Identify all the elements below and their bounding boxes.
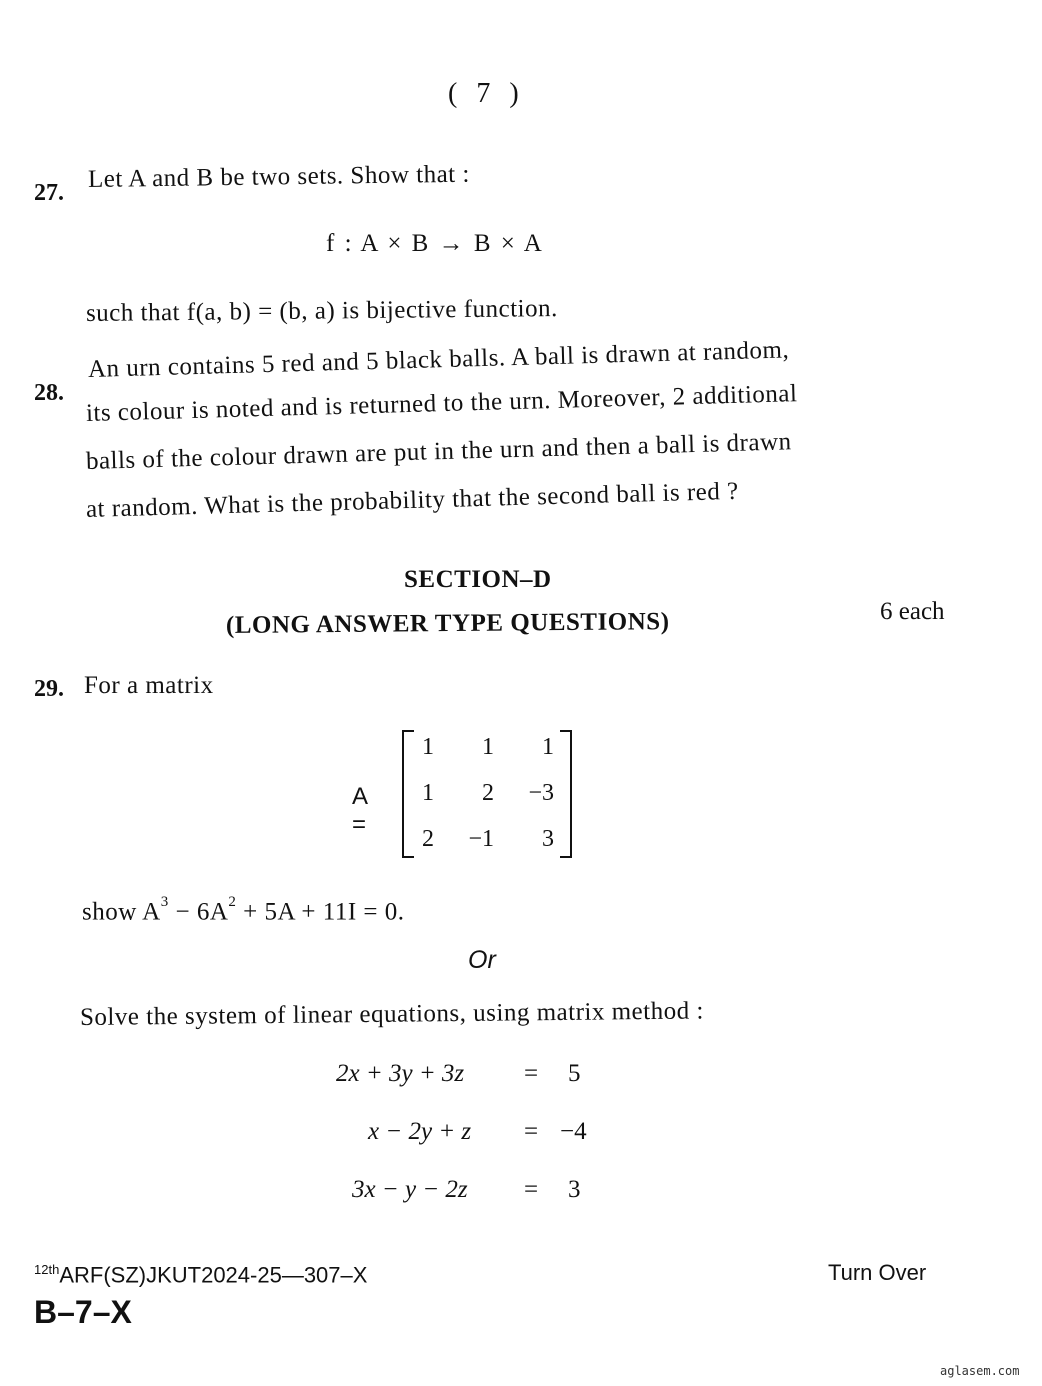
q29-alt-intro: Solve the system of linear equations, using matrix method : xyxy=(79,997,704,1031)
question-number-27: 27. xyxy=(34,180,64,206)
q27-condition: such that f(a, b) = (b, a) is bijective function. xyxy=(85,295,558,327)
equation-lhs: x − 2y + z xyxy=(368,1118,472,1145)
paper-code-text: ARF(SZ)JKUT2024-25—307–X xyxy=(59,1262,368,1288)
q28-line-2: its colour is noted and is returned to the urn. Moreover, 2 additional xyxy=(85,380,798,427)
equation-equals: = xyxy=(524,1176,539,1203)
turn-over-label: Turn Over xyxy=(828,1260,927,1285)
q28-line-3: balls of the colour drawn are put in the urn and then a ball is drawn xyxy=(85,428,792,475)
show-prefix: show A xyxy=(82,898,161,926)
equation-rhs: 5 xyxy=(568,1060,581,1087)
matrix-label: A = xyxy=(352,783,367,838)
equation-equals: = xyxy=(524,1060,539,1087)
matrix-body xyxy=(402,728,572,856)
q29-show-equation xyxy=(82,894,405,926)
q27-map: f : A × B → B × A xyxy=(326,230,544,257)
q28-line-1: An urn contains 5 red and 5 black balls. A ball is drawn at random, xyxy=(87,336,790,383)
matrix-cell: −3 xyxy=(528,780,554,806)
paper-code xyxy=(34,1262,367,1288)
section-subtitle: (LONG ANSWER TYPE QUESTIONS) xyxy=(225,608,670,639)
or-separator: Or xyxy=(468,946,496,974)
section-title: SECTION–D xyxy=(404,566,552,593)
show-suffix: + 5A + 11I = 0. xyxy=(236,898,405,926)
exponent-3: 3 xyxy=(160,894,169,910)
matrix-cell: 1 xyxy=(422,780,434,806)
section-marks: 6 each xyxy=(880,598,945,625)
equation-equals: = xyxy=(524,1118,539,1145)
q29-intro: For a matrix xyxy=(84,672,214,699)
equation-lhs: 3x − y − 2z xyxy=(352,1176,468,1203)
paper-code-class: 12th xyxy=(34,1262,60,1277)
matrix-cell: 2 xyxy=(482,780,494,806)
equation-lhs: 2x + 3y + 3z xyxy=(336,1060,465,1087)
matrix-cell: −1 xyxy=(468,826,494,852)
exponent-2: 2 xyxy=(228,894,237,910)
question-number-29: 29. xyxy=(34,676,64,702)
site-watermark: aglasem.com xyxy=(940,1364,1020,1378)
equation-rhs: −4 xyxy=(560,1118,587,1145)
matrix-cell: 2 xyxy=(422,826,434,852)
matrix-cell: 1 xyxy=(422,734,434,760)
page-number: ( 7 ) xyxy=(448,78,525,109)
q28-line-4: at random. What is the probability that the second ball is red ? xyxy=(85,477,740,523)
q27-intro: Let A and B be two sets. Show that : xyxy=(87,160,471,193)
matrix-right-bracket xyxy=(560,730,572,858)
show-mid: − 6A xyxy=(168,898,229,926)
paper-series: B–7–X xyxy=(34,1294,132,1330)
matrix-cell: 1 xyxy=(482,734,494,760)
question-number-28: 28. xyxy=(34,380,64,406)
equation-rhs: 3 xyxy=(568,1176,581,1203)
matrix-cell: 3 xyxy=(542,826,554,852)
matrix-cell: 1 xyxy=(542,734,554,760)
